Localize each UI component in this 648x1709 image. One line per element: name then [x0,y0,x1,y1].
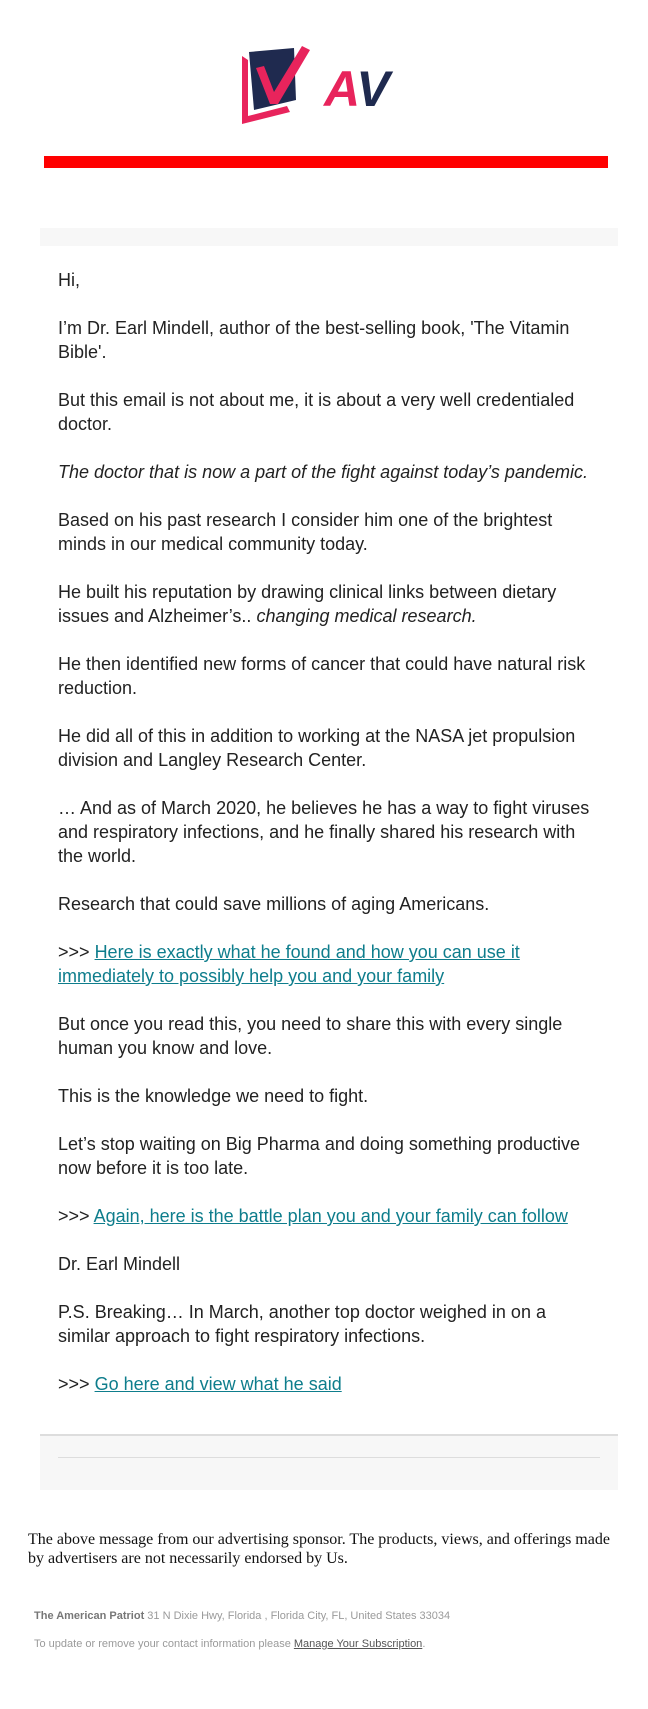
sponsor-disclaimer: The above message from our advertising sponsor. The products, views, and offerings made by advertisers are not necessarily endorsed by Us. [28,1531,610,1567]
unsubscribe-line: To update or remove your contact information please Manage Your Subscription. [34,1638,426,1650]
paragraph-save-millions: Research that could save millions of aging Americans. [58,894,490,914]
paragraph-nasa: He did all of this in addition to working at the NASA jet propulsion division and Langley Research Center. [58,726,576,770]
intro-paragraph: I’m Dr. Earl Mindell, author of the best-selling book, 'The Vitamin Bible'. [58,318,570,362]
cta-paragraph-2: >>> Again, here is the battle plan you and your family can follow [58,1206,568,1226]
paragraph-cancer: He then identified new forms of cancer that could have natural risk reduction. [58,654,586,698]
content-top-strip [40,228,618,246]
cta-paragraph-1: >>> Here is exactly what he found and how you can use it immediately to possibly help you and your family [58,942,520,986]
signature: Dr. Earl Mindell [58,1254,181,1274]
greeting: Hi, [58,270,80,290]
paragraph-research: Based on his past research I consider him one of the brightest minds in our medical community today. [58,510,553,554]
ps-paragraph: P.S. Breaking… In March, another top doctor weighed in on a similar approach to fight respiratory infections. [58,1302,546,1346]
cta-link-2[interactable]: Again, here is the battle plan you and your family can follow [93,1206,568,1226]
paragraph-about-doctor: But this email is not about me, it is about a very well credentialed doctor. [58,390,575,434]
paragraph-knowledge: This is the knowledge we need to fight. [58,1086,369,1106]
paragraph-reputation: He built his reputation by drawing clinical links between dietary issues and Alzheimer’s.. changing medical research. [58,582,557,626]
footer-divider [58,1457,600,1458]
header-logo-area [0,0,648,150]
american-patriot-logo [238,44,418,124]
company-address: 31 N Dixie Hwy, Florida , Florida City, FL, United States 33034 [147,1610,451,1622]
paragraph-big-pharma: Let’s stop waiting on Big Pharma and doing something productive now before it is too late. [58,1134,580,1178]
email-body [58,268,598,1420]
cta-link-3[interactable]: Go here and view what he said [94,1374,342,1394]
company-address-line [34,1610,624,1622]
cta-link-1[interactable]: Here is exactly what he found and how you can use it immediately to possibly help you and your family [58,942,520,986]
logo-text: AV [324,61,390,117]
paragraph-share: But once you read this, you need to share this with every single human you know and love. [58,1014,563,1058]
red-divider-bar [44,156,608,168]
footer-box [40,1434,618,1490]
manage-subscription-link[interactable]: Manage Your Subscription [293,1638,423,1650]
paragraph-march-2020: … And as of March 2020, he believes he has a way to fight viruses and respiratory infections, and he finally shared his research with the world. [58,798,590,866]
italic-paragraph: The doctor that is now a part of the fight against today’s pandemic. [58,462,588,482]
cta-paragraph-3: >>> Go here and view what he said [58,1374,342,1394]
company-name: The American Patriot [34,1610,145,1622]
update-text: To update or remove your contact information please [34,1638,291,1650]
